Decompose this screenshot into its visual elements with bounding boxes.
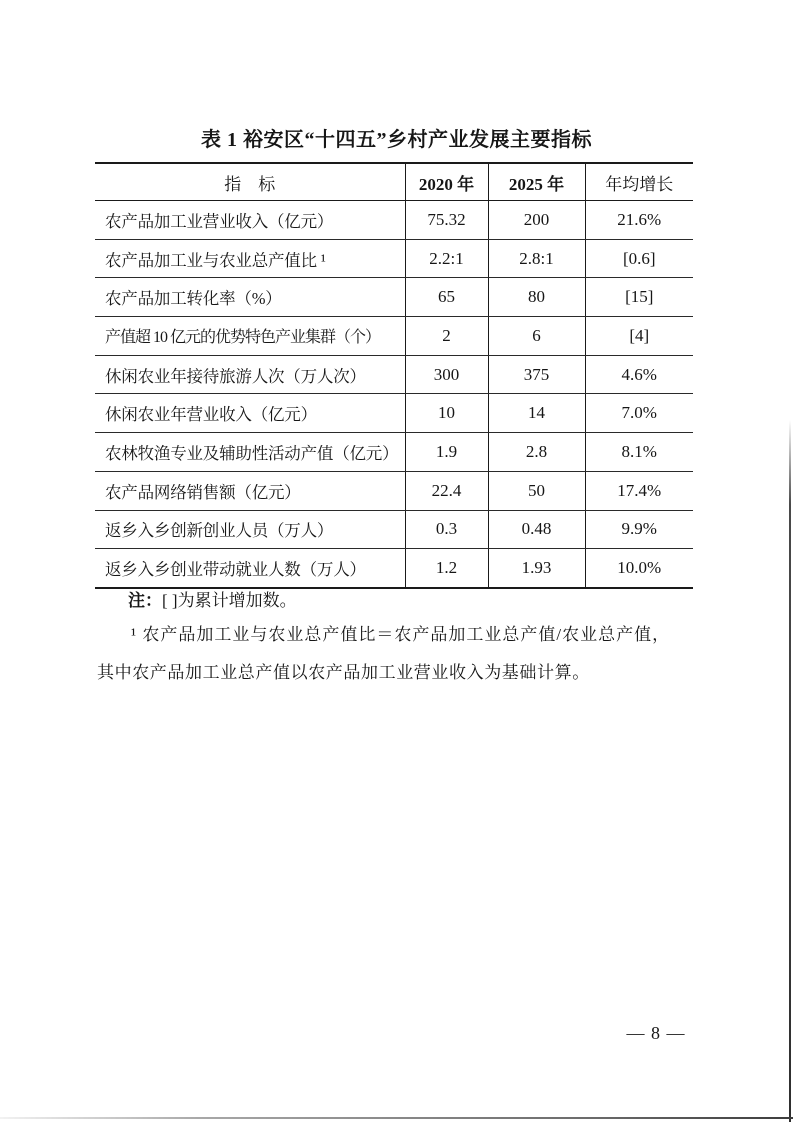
cell-indicator: 返乡入乡创业带动就业人数（万人）	[105, 560, 366, 580]
cell-2025: 200	[488, 201, 585, 240]
cell-indicator: 休闲农业年接待旅游人次（万人次）	[95, 355, 405, 394]
cell-indicator: 农产品网络销售额（亿元）	[95, 471, 405, 510]
cell-indicator: 农产品加工业营业收入（亿元）	[95, 201, 405, 240]
cell-growth: 10.0%	[585, 549, 693, 588]
scan-edge-right	[789, 420, 791, 1122]
footnote-line-1: ¹ 农产品加工业与农业总产值比＝农产品加工业总产值/农业总产值，	[131, 625, 671, 644]
cell-indicator: 返乡入乡创新创业人员（万人）	[95, 510, 405, 549]
cell-growth: 8.1%	[585, 433, 693, 472]
cell-indicator: 产值超 10 亿元的优势特色产业集群（个）	[95, 317, 405, 356]
cell-2020: 2.2:1	[405, 239, 488, 278]
col-header-indicator: 指 标	[95, 163, 405, 201]
table-row	[95, 317, 693, 356]
cell-growth: 21.6%	[585, 201, 693, 240]
table-title: 表 1 裕安区“十四五”乡村产业发展主要指标	[201, 129, 592, 151]
cell-indicator: 休闲农业年营业收入（亿元）	[95, 394, 405, 433]
cell-2025: 375	[488, 355, 585, 394]
cell-2025: 2.8	[488, 433, 585, 472]
cell-growth: 4.6%	[585, 355, 693, 394]
table-row	[95, 201, 693, 240]
table-row	[95, 278, 693, 317]
col-header-2020: 2020 年	[405, 163, 488, 201]
table-row	[95, 549, 693, 588]
cell-2020: 22.4	[405, 471, 488, 510]
cell-indicator: 农产品加工业与农业总产值比 ¹	[95, 239, 405, 278]
scan-edge-bottom	[0, 1117, 793, 1119]
cell-indicator: 农林牧渔专业及辅助性活动产值（亿元）	[95, 433, 405, 472]
cell-2020: 75.32	[405, 201, 488, 240]
table-row	[95, 433, 693, 472]
indicators-table	[95, 162, 693, 589]
note-text: [ ]为累计增加数。	[162, 591, 297, 610]
col-header-2025: 2025 年	[488, 163, 585, 201]
cell-2025: 14	[488, 394, 585, 433]
cell-2025: 50	[488, 471, 585, 510]
col-header-growth: 年均增长	[585, 163, 693, 201]
cell-2020: 1.9	[405, 433, 488, 472]
table-row	[95, 471, 693, 510]
cell-2020: 65	[405, 278, 488, 317]
table-row	[95, 510, 693, 549]
cell-2025: 1.93	[488, 549, 585, 588]
cell-growth: 9.9%	[585, 510, 693, 549]
cell-2020: 0.3	[405, 510, 488, 549]
cell-2025: 6	[488, 317, 585, 356]
cell-2020: 10	[405, 394, 488, 433]
page-number: — 8 —	[626, 1023, 686, 1043]
cell-2025: 80	[488, 278, 585, 317]
cell-growth: [0.6]	[585, 239, 693, 278]
table-row	[95, 394, 693, 433]
table-row	[95, 355, 693, 394]
cell-indicator: 农产品加工转化率（%）	[95, 278, 405, 317]
cell-2025: 0.48	[488, 510, 585, 549]
cell-2025: 2.8:1	[488, 239, 585, 278]
cell-2020: 2	[405, 317, 488, 356]
footnote-line-2: 其中农产品加工业总产值以农产品加工业营业收入为基础计算。	[97, 663, 590, 682]
note-label: 注：	[128, 591, 162, 610]
cell-2020: 300	[405, 355, 488, 394]
cell-growth: 7.0%	[585, 394, 693, 433]
cell-growth: [15]	[585, 278, 693, 317]
cell-growth: 17.4%	[585, 471, 693, 510]
cell-growth: [4]	[585, 317, 693, 356]
cell-2020: 1.2	[405, 549, 488, 588]
table-note	[97, 586, 728, 611]
table-header-row	[95, 163, 693, 201]
table-row	[95, 239, 693, 278]
